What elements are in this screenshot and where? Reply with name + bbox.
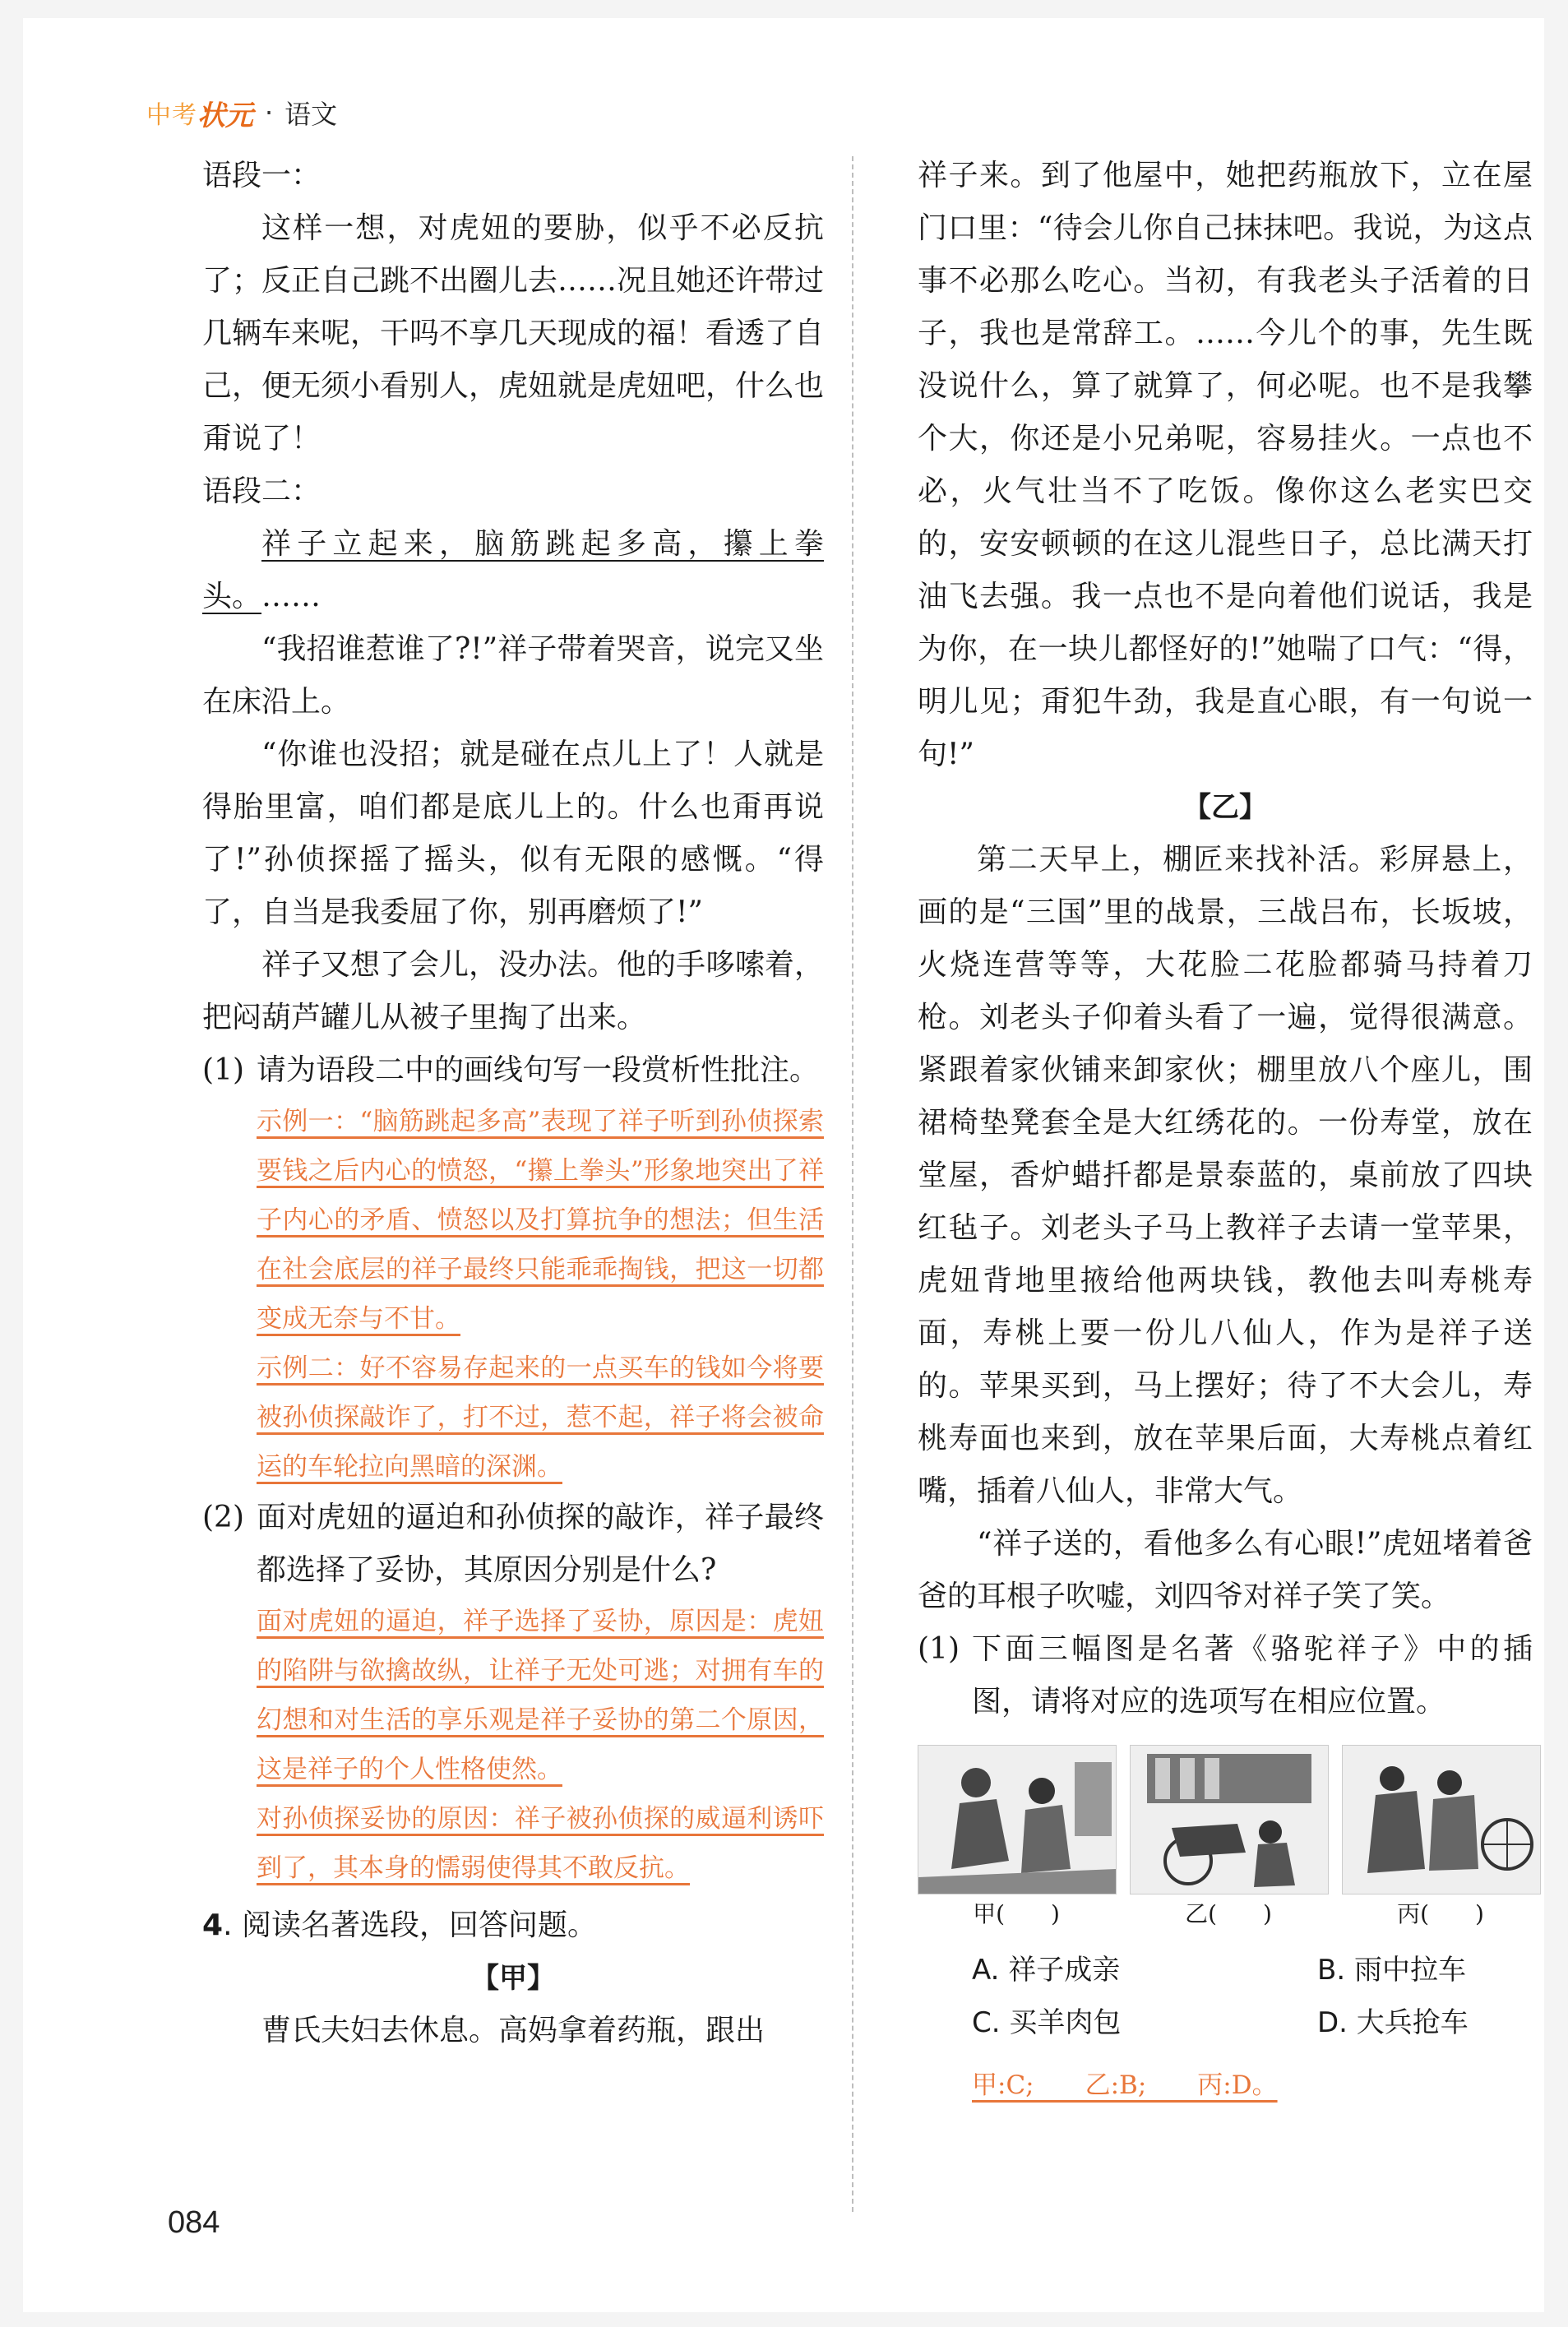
answer-example-2: 示例二：好不容易存起来的一点买车的钱如今将要被孙侦探敲诈了，打不过，惹不起，祥子将会被命运的车轮拉向黑暗的深渊。 — [257, 1353, 824, 1482]
subject-label: 语文 — [284, 99, 338, 130]
option-c: C. 买羊肉包 — [972, 2006, 1122, 2039]
segment-two-title: 语段二： — [202, 474, 321, 508]
page-number: 084 — [168, 2205, 220, 2240]
segment-one-text: 这样一想，对虎妞的要胁，似乎不必反抗了；反正自己跳不出圈儿去……况且她还许带过几辆车来呢，干吗不享几天现成的福！看透了自己，便无须小看别人，虎妞就是虎妞吧，什么也甭说了！ — [202, 211, 825, 456]
paragraph: 祥子来。到了他屋中，她把药瓶放下，立在屋门口里：“待会儿你自己抹抹吧。我说，为这点事不必那么吃心。当初，有我老头子活着的日子，我也是常辞工。……今儿个的事，先生既没说什么，算了就算了，何必呢。也不是我攀个大，你还是小兄弟呢，容易挂火。一点也不必，火气壮当不了吃饭。像你这么老实巴交的，安安顿顿的在这儿混些日子，总比满天打油飞去强。我一点也不是向着他们说话，我是为你，在一块儿都怪好的!”她喘了口气：“得，明儿见；甭犯牛劲，我是直心眼，有一句说一句!” — [918, 159, 1533, 771]
question-number: (1) — [918, 1632, 960, 1666]
illustration-yi-image — [1130, 1745, 1329, 1894]
column-divider — [852, 156, 853, 2212]
ellipsis: …… — [261, 580, 321, 613]
brand-text-b: 状元 — [197, 99, 253, 132]
illustration-jia-image — [918, 1745, 1117, 1894]
question-number: (2) — [202, 1501, 244, 1534]
answer: 甲:C; 乙:B; 丙:D。 — [972, 2070, 1278, 2100]
paragraph: “祥子送的，看他多么有心眼!”虎妞堵着爸爸的耳根子吹嘘，刘四爷对祥子笑了笑。 — [918, 1527, 1533, 1613]
segment-one-title: 语段一： — [202, 159, 321, 192]
option-d: D. 大兵抢车 — [1317, 2006, 1469, 2039]
right-column — [918, 150, 1533, 2110]
answer-part-2: 对孙侦探妥协的原因：祥子被孙侦探的威逼利诱吓到了，其本身的懦弱使得其不敢反抗。 — [257, 1804, 824, 1883]
question-text: 阅读名著选段，回答问题。 — [241, 1908, 597, 1942]
question-1 — [202, 1044, 824, 1097]
answer-part-1: 面对虎妞的逼迫，祥子选择了妥协，原因是：虎妞的陷阱与欲擒故纵，让祥子无处可逃；对拥有车的幻想和对生活的享乐观是祥子妥协的第二个原因，这是祥子的个人性格使然。 — [257, 1607, 824, 1784]
page-header — [146, 92, 337, 133]
illustration-yi — [1130, 1745, 1327, 1934]
question-4: 4. 阅读名著选段，回答问题。 — [202, 1908, 597, 1942]
illustrations — [918, 1745, 1533, 1934]
answer-example-1: 示例一：“脑筋跳起多高”表现了祥子听到孙侦探索要钱之后内心的愤怒，“攥上拳头”形象地突出了祥子内心的矛盾、愤怒以及打算抗争的想法；但生活在社会底层的祥子最终只能乖乖掏钱，把这一切都变成无奈与不甘。 — [257, 1107, 824, 1334]
paragraph: 第二天早上，棚匠来找补活。彩屏悬上，画的是“三国”里的战景，三战吕布，长坂坡，火烧连营等等，大花脸二花脸都骑马持着刀枪。刘老头子仰着头看了一遍，觉得很满意。紧跟着家伙铺来卸家伙；棚里放八个座儿，围裙椅垫凳套全是大红绣花的。一份寿堂，放在堂屋，香炉蜡扦都是景泰蓝的，桌前放了四块红毡子。刘老头子马上教祥子去请一堂苹果，虎妞背地里掖给他两块钱，教他去叫寿桃寿面，寿桃上要一份儿八仙人，作为是祥子送的。苹果买到，马上摆好；待了不大会儿，寿桃寿面也来到，放在苹果后面，大寿桃点着红嘴，插着八仙人，非常大气。 — [918, 843, 1533, 1508]
option-a: A. 祥子成亲 — [972, 1954, 1121, 1987]
illustration-label: 丙( ) — [1397, 1900, 1484, 1927]
option-b: B. 雨中拉车 — [1317, 1954, 1466, 1987]
question-number: (1) — [202, 1053, 244, 1087]
question-1 — [918, 1623, 1533, 1728]
paragraph: 曹氏夫妇去休息。高妈拿着药瓶，跟出 — [261, 2014, 765, 2047]
section-title-yi: 【乙】 — [1183, 791, 1267, 824]
segment-two-paragraph — [202, 518, 824, 623]
question-text: 面对虎妞的逼迫和孙侦探的敲诈，祥子最终都选择了妥协，其原因分别是什么? — [257, 1501, 824, 1587]
page — [23, 18, 1544, 2312]
illustration-bing — [1342, 1745, 1539, 1934]
brand-text-a: 中考 — [146, 102, 197, 129]
illustration-bing-image — [1342, 1745, 1541, 1894]
paragraph: “我招谁惹谁了?!”祥子带着哭音，说完又坐在床沿上。 — [202, 632, 824, 719]
paragraph: “你谁也没招；就是碰在点儿上了！人就是得胎里富，咱们都是底儿上的。什么也甭再说了!”孙侦探摇了摇头，似有无限的感慨。“得了，自当是我委屈了你，别再磨烦了!” — [202, 738, 824, 929]
question-text: 下面三幅图是名著《骆驼祥子》中的插图，请将对应的选项写在相应位置。 — [972, 1632, 1533, 1719]
question-2 — [202, 1492, 824, 1597]
underlined-sentence: 祥子立起来，脑筋跳起多高，攥上拳头。 — [202, 527, 824, 613]
illustration-label: 乙( ) — [1185, 1900, 1272, 1927]
options — [918, 1944, 1533, 2049]
illustration-jia — [918, 1745, 1115, 1934]
section-title-jia: 【甲】 — [471, 1962, 555, 1995]
question-text: 请为语段二中的画线句写一段赏析性批注。 — [257, 1053, 820, 1087]
paragraph: 祥子又想了会儿，没办法。他的手哆嗦着，把闷葫芦罐儿从被子里掏了出来。 — [202, 948, 825, 1034]
header-dot: · — [265, 97, 274, 128]
illustration-label: 甲( ) — [973, 1900, 1060, 1927]
left-column — [202, 150, 824, 2057]
question-number: 4 — [202, 1908, 224, 1942]
